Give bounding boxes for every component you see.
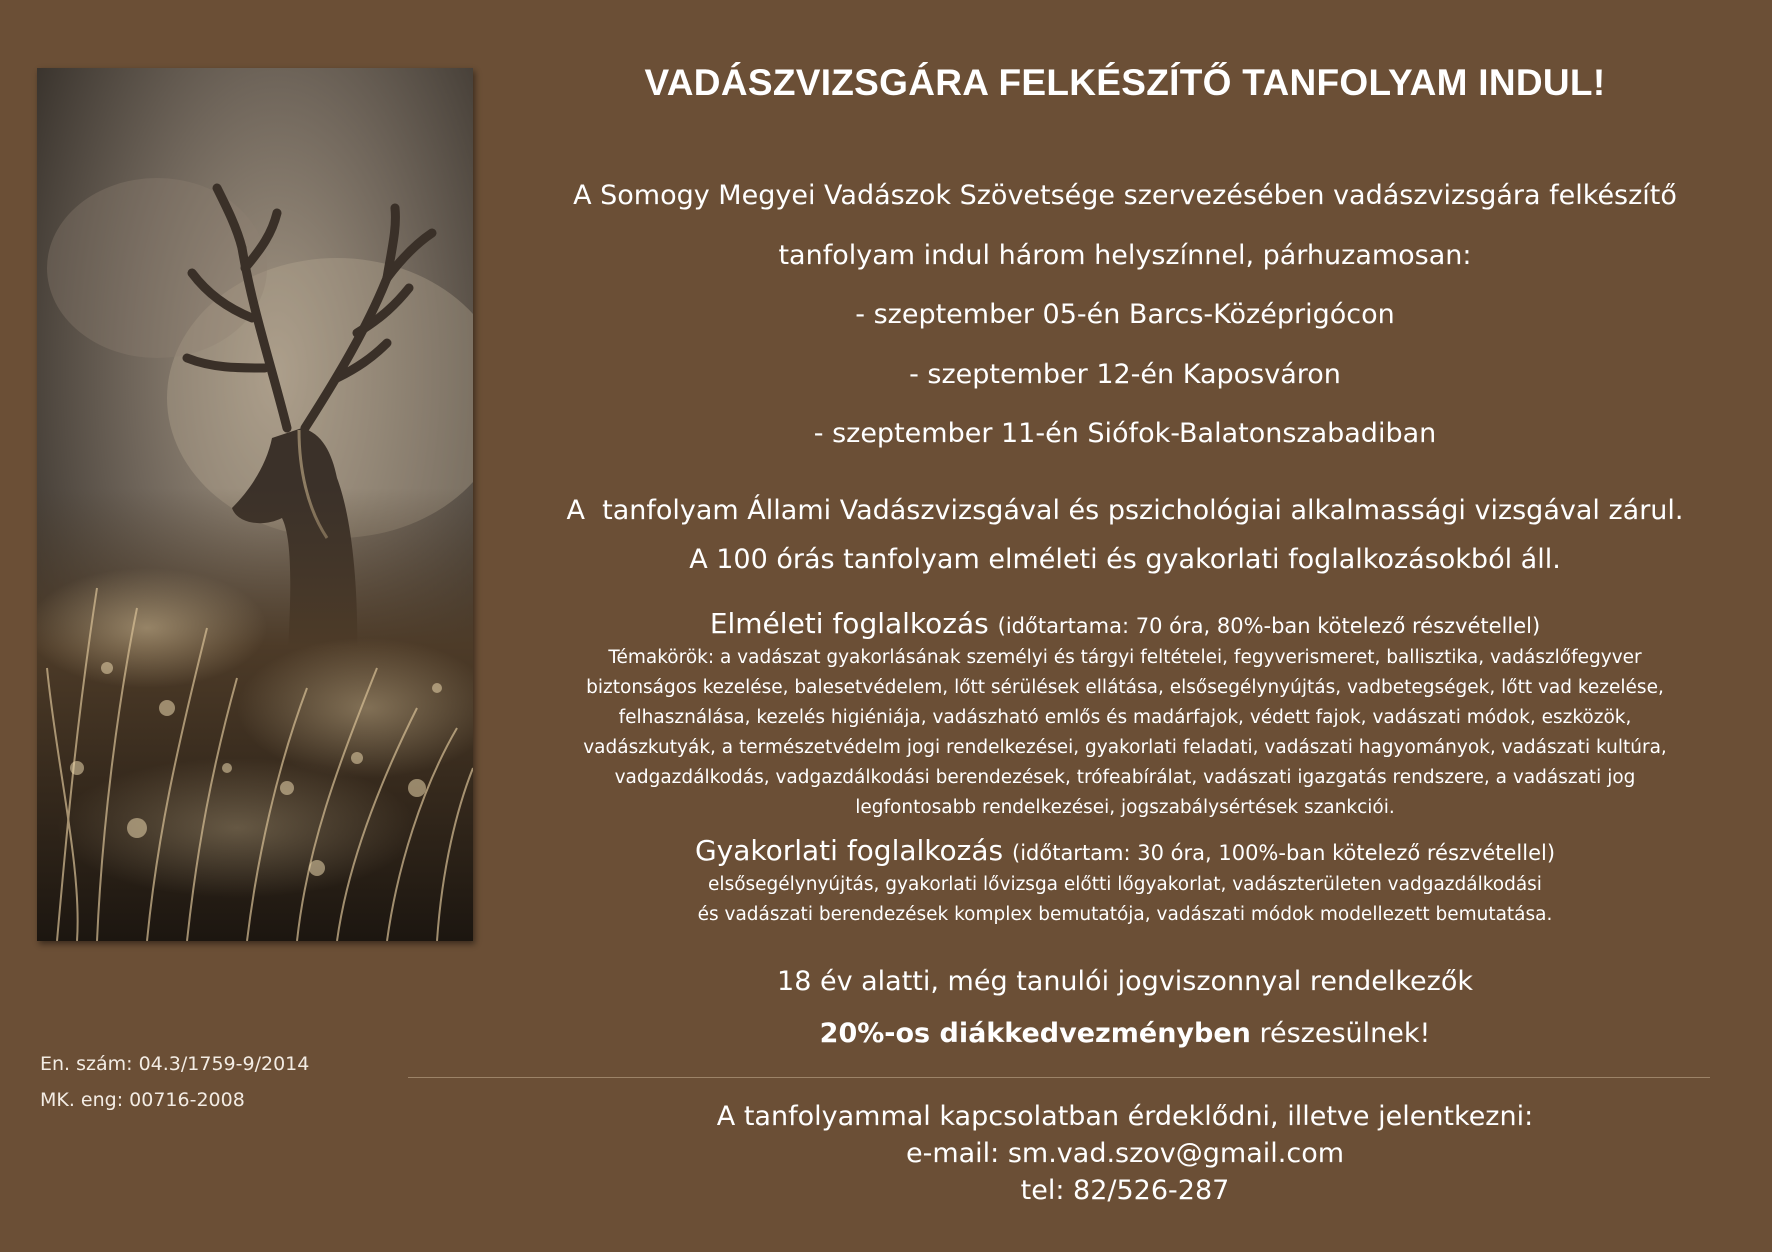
theory-topics bbox=[510, 643, 1740, 823]
practice-detail: (időtartam: 30 óra, 100%-ban kötelező részvétellel) bbox=[1012, 841, 1556, 865]
divider-line bbox=[408, 1077, 1710, 1078]
exam-line-1: A tanfolyam Állami Vadászvizsgával és pszichológiai alkalmassági vizsgával zárul. bbox=[566, 495, 1684, 526]
theory-line: Témakörök: a vadászat gyakorlásának személyi és tárgyi feltételei, fegyverismeret, ballisztika, vadászlőfegyver bbox=[608, 647, 1642, 668]
contact-line: A tanfolyammal kapcsolatban érdeklődni, illetve jelentkezni: bbox=[716, 1101, 1534, 1132]
discount-line-2 bbox=[510, 1008, 1740, 1060]
intro-text bbox=[510, 166, 1740, 464]
practice-section bbox=[510, 834, 1740, 930]
discount-highlight: 20%-os diákkedvezményben bbox=[819, 1018, 1251, 1049]
contact-email[interactable]: e-mail: sm.vad.szov@gmail.com bbox=[905, 1138, 1345, 1169]
theory-line: legfontosabb rendelkezései, jogszabálysértések szankciói. bbox=[855, 797, 1395, 818]
exam-line-2: A 100 órás tanfolyam elméleti és gyakorlati foglalkozásokból áll. bbox=[689, 544, 1561, 575]
intro-line-1: A Somogy Megyei Vadászok Szövetsége szervezésében vadászvizsgára felkészítő bbox=[573, 180, 1677, 211]
discount-rest: részesülnek! bbox=[1250, 1018, 1431, 1049]
stag-photo bbox=[37, 68, 473, 941]
page-title: VADÁSZVIZSGÁRA FELKÉSZÍTŐ TANFOLYAM INDUL! bbox=[644, 62, 1606, 103]
discount-info bbox=[510, 956, 1740, 1060]
theory-heading: Elméleti foglalkozás bbox=[709, 607, 989, 640]
mk-number: MK. eng: 00716-2008 bbox=[40, 1089, 245, 1111]
contact-info bbox=[510, 1098, 1740, 1209]
exam-info bbox=[510, 486, 1740, 584]
theory-line: felhasználása, kezelés higiéniája, vadászható emlős és madárfajok, védett fajok, vadászati módok, eszközök, bbox=[618, 707, 1632, 728]
practice-line: és vadászati berendezések komplex bemutatója, vadászati módok modellezett bemutatása. bbox=[697, 904, 1553, 925]
theory-section bbox=[510, 607, 1740, 823]
theory-heading-row bbox=[510, 607, 1740, 643]
theory-line: biztonságos kezelése, balesetvédelem, lőtt sérülések ellátása, elsősegélynyújtás, vadbetegségek, lőtt vad kezelése, bbox=[586, 677, 1664, 698]
practice-line: elsősegélynyújtás, gyakorlati lővizsga előtti lőgyakorlat, vadászterületen vadgazdálkodási bbox=[708, 874, 1542, 895]
registration-numbers bbox=[40, 1046, 309, 1118]
en-number: En. szám: 04.3/1759-9/2014 bbox=[40, 1053, 310, 1075]
practice-heading: Gyakorlati foglalkozás bbox=[694, 834, 1004, 867]
discount-line-1: 18 év alatti, még tanulói jogviszonnyal rendelkezők bbox=[777, 966, 1473, 997]
theory-line: vadgazdálkodás, vadgazdálkodási berendezések, trófeabírálat, vadászati igazgatás rendszere, a vadászati jog bbox=[614, 767, 1636, 788]
location-item: - szeptember 11-én Siófok-Balatonszabadiban bbox=[813, 418, 1437, 449]
contact-phone[interactable]: tel: 82/526-287 bbox=[1020, 1175, 1230, 1206]
practice-heading-row bbox=[510, 834, 1740, 870]
theory-detail: (időtartama: 70 óra, 80%-ban kötelező részvétellel) bbox=[997, 614, 1541, 638]
location-item: - szeptember 05-én Barcs-Középrigócon bbox=[855, 299, 1395, 330]
practice-topics bbox=[510, 870, 1740, 930]
intro-line-2: tanfolyam indul három helyszínnel, párhuzamosan: bbox=[778, 239, 1472, 271]
theory-line: vadászkutyák, a természetvédelm jogi rendelkezései, gyakorlati feladati, vadászati hagyományok, vadászati kultúra, bbox=[583, 737, 1667, 758]
location-item: - szeptember 12-én Kaposváron bbox=[909, 358, 1341, 390]
